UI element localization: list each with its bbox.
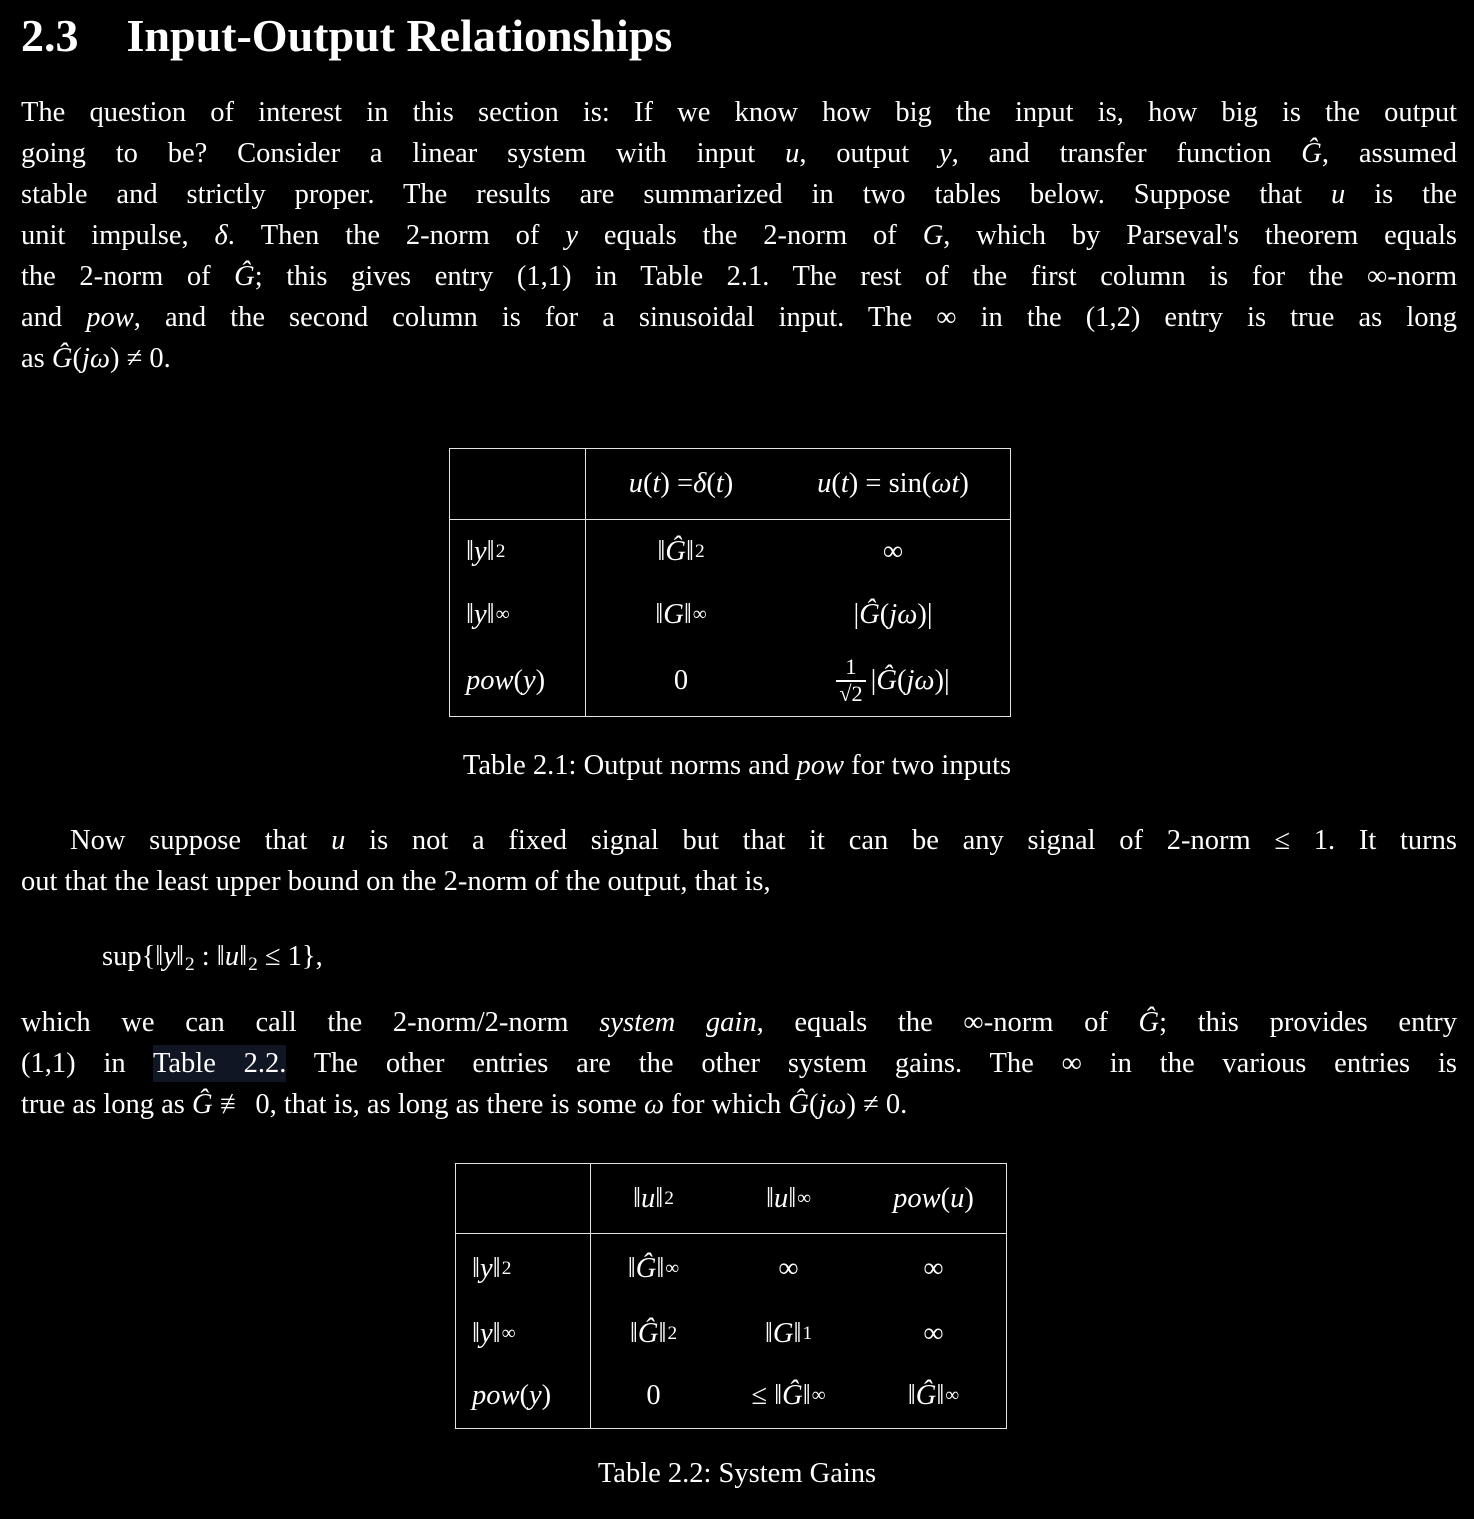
text-run: ∞ xyxy=(797,1187,812,1209)
text-run: ) xyxy=(535,665,546,696)
table-2-1-caption xyxy=(0,748,1474,784)
text-run: ‖ xyxy=(472,1253,481,1284)
text-run: ‖ xyxy=(239,941,248,972)
text-run: for which xyxy=(664,1089,789,1120)
text-run: ) = sin( xyxy=(848,468,932,499)
text-run: equals the 2-norm of xyxy=(577,220,923,251)
text-run: ∞ xyxy=(495,604,510,625)
text-run: ‖ xyxy=(486,536,495,567)
text-run: ω xyxy=(643,1089,665,1120)
text-run: 2 xyxy=(184,954,195,976)
table-cell xyxy=(586,646,776,716)
table-cell xyxy=(776,584,1010,646)
text-run: Ĝ xyxy=(1301,138,1322,169)
text-run: system gain xyxy=(599,1007,757,1038)
table-cell xyxy=(861,1304,1006,1364)
table-row-label xyxy=(456,1304,591,1364)
text-run: u xyxy=(950,1182,965,1214)
text-run: 2 xyxy=(694,541,705,562)
text-run: 2 xyxy=(501,1258,512,1279)
text-run: ‖ xyxy=(656,1253,665,1284)
text-run: ∞ xyxy=(692,604,707,625)
text-run: u xyxy=(785,138,800,169)
text-line xyxy=(21,256,1457,297)
text-run: ) ≠ 0. xyxy=(846,1089,908,1120)
text-run: ) = xyxy=(660,468,694,499)
text-run: stable and strictly proper. The results are summarized in two tables below. Suppose that xyxy=(21,179,1332,210)
text-run: ‖ xyxy=(633,1182,642,1214)
table-cell xyxy=(861,1364,1006,1428)
text-run: ‖ xyxy=(765,1182,774,1214)
text-run: pow xyxy=(796,750,845,781)
text-run: y xyxy=(938,138,952,169)
text-run: , and transfer function xyxy=(951,138,1302,169)
text-run: 0 xyxy=(646,1380,661,1411)
table-row-label xyxy=(450,646,586,716)
text-run: ‖ xyxy=(175,941,184,972)
text-run: . Then the 2-norm of xyxy=(227,220,566,251)
text-line xyxy=(21,1043,1457,1084)
text-run: ‖ xyxy=(793,1318,802,1349)
text-run: , which by Parseval's theorem equals xyxy=(943,220,1457,251)
text-run: : ‖ xyxy=(194,941,225,972)
text-run: ( xyxy=(72,343,82,374)
text-run: ‖ xyxy=(492,1253,501,1284)
text-run: ‖ xyxy=(466,536,475,567)
table-cell xyxy=(716,1304,861,1364)
text-run: ‖ xyxy=(655,1182,664,1214)
text-run: ( xyxy=(706,468,716,499)
text-run: Ĝ xyxy=(876,665,897,696)
text-run: t xyxy=(715,468,724,499)
text-run: ‖ xyxy=(492,1318,501,1349)
text-run: The other entries are the other system gains. The ∞ in the various entries is xyxy=(286,1048,1457,1079)
text-run: Ĝ xyxy=(665,536,686,567)
text-run: | xyxy=(870,665,877,696)
text-run: Ĝ xyxy=(234,261,255,292)
table-column-header xyxy=(716,1164,861,1234)
text-run: ‖ xyxy=(658,1318,667,1349)
text-run: ( xyxy=(831,468,841,499)
table-cell xyxy=(776,520,1010,584)
text-run: ( xyxy=(519,1380,530,1411)
text-run: out that the least upper bound on the 2-norm of the output, that is, xyxy=(21,866,771,897)
text-run: jω xyxy=(818,1089,847,1120)
text-line xyxy=(21,215,1457,256)
text-run: ) xyxy=(964,1182,974,1214)
table-cell xyxy=(716,1364,861,1428)
text-run: )| xyxy=(934,665,950,696)
paragraph-system-gain xyxy=(21,1002,1457,1125)
text-run: y xyxy=(480,1318,493,1349)
text-line xyxy=(21,174,1457,215)
table-column-header xyxy=(776,449,1010,520)
text-line xyxy=(21,92,1457,133)
table-cell xyxy=(591,1304,716,1364)
text-line xyxy=(21,820,1457,861)
text-run: (1,1) in xyxy=(21,1048,153,1079)
text-run: ωt xyxy=(931,468,960,499)
text-run: 2 xyxy=(495,541,506,562)
table-row-label xyxy=(456,1234,591,1304)
text-run: ‖ xyxy=(764,1318,773,1349)
text-run: Ĝ xyxy=(637,1318,659,1349)
text-run: u xyxy=(224,941,240,972)
table-cell xyxy=(861,1234,1006,1304)
text-run: going to be? Consider a linear system with input xyxy=(21,138,786,169)
text-run: ( xyxy=(896,665,907,696)
text-run: ) xyxy=(723,468,734,499)
sup-equation xyxy=(102,936,323,985)
paragraph-signal xyxy=(21,820,1457,902)
text-line xyxy=(21,297,1457,338)
text-run: ∞ xyxy=(923,1318,944,1349)
text-run: Ĝ xyxy=(1138,1007,1160,1038)
table-cell xyxy=(776,646,1010,716)
text-run: ‖ xyxy=(466,599,475,630)
text-line xyxy=(21,1084,1457,1125)
text-run: ) xyxy=(541,1380,552,1411)
table-cell xyxy=(591,1234,716,1304)
table-cell xyxy=(586,520,776,584)
section-number: 2.3 xyxy=(21,10,79,61)
text-run: ‖ xyxy=(657,536,666,567)
text-line xyxy=(21,1002,1457,1043)
text-run: ( xyxy=(808,1089,819,1120)
table-corner-cell xyxy=(450,449,586,520)
text-run: Ĝ xyxy=(915,1380,937,1411)
text-run: jω xyxy=(906,665,935,696)
table-cell xyxy=(591,1364,716,1428)
text-run: δ xyxy=(693,468,707,499)
table-row-label xyxy=(450,584,586,646)
text-run: jω xyxy=(81,343,111,374)
text-run: u xyxy=(641,1182,656,1214)
text-run: pow xyxy=(466,665,514,696)
text-run: ‖ xyxy=(655,599,664,630)
text-run: ( xyxy=(879,599,890,630)
fraction-denominator: √2 xyxy=(836,680,865,707)
table-cell xyxy=(716,1234,861,1304)
text-run: , and the second column is for a sinusoidal input. The ∞ in the (1,2) entry is true as long xyxy=(133,302,1457,333)
text-run: ‖ xyxy=(683,599,692,630)
text-run: Table 2.2: System Gains xyxy=(597,1458,877,1489)
text-run: u xyxy=(773,1182,789,1214)
text-run: The question of interest in this section is: If we know how big the input is, how big is the output xyxy=(21,97,1457,128)
text-run: ≤ 1}, xyxy=(257,941,323,972)
text-run: as xyxy=(21,343,52,374)
text-run: ∞ xyxy=(501,1323,516,1344)
text-run: Ĝ xyxy=(788,1089,809,1120)
text-run: )| xyxy=(917,599,933,630)
paragraph-intro xyxy=(21,92,1457,379)
text-run: y xyxy=(474,536,487,567)
text-run: Ĝ xyxy=(51,343,73,374)
text-run: ∞ xyxy=(923,1253,944,1284)
text-line xyxy=(21,338,1457,379)
table-column-header xyxy=(586,449,776,520)
section-title: Input-Output Relationships xyxy=(126,10,673,61)
text-run: , equals the ∞-norm of xyxy=(756,1007,1139,1038)
text-run: unit impulse, xyxy=(21,220,215,251)
text-run: G xyxy=(663,599,684,630)
text-run: ) xyxy=(959,468,969,499)
table-corner-cell xyxy=(456,1164,591,1234)
text-run: 2 xyxy=(667,1323,678,1344)
text-run: ‖ xyxy=(936,1380,945,1411)
text-run: u xyxy=(628,468,643,499)
text-run: y xyxy=(474,599,487,630)
table-2-2-caption xyxy=(0,1456,1474,1492)
text-run: jω xyxy=(889,599,918,630)
text-run: ‖ xyxy=(685,536,694,567)
text-run: ( xyxy=(940,1182,951,1214)
text-run: 2 xyxy=(248,954,258,976)
text-run: true as long as xyxy=(21,1089,192,1120)
text-run: y xyxy=(529,1380,542,1411)
text-run: Table 2.1: Output norms and xyxy=(462,750,797,781)
text-run: which we can call the 2-norm/2-norm xyxy=(21,1007,600,1038)
text-run: for two inputs xyxy=(844,750,1012,781)
text-run: Ĝ xyxy=(635,1253,657,1284)
table-column-header xyxy=(861,1164,1006,1234)
text-run: ‖ xyxy=(627,1253,636,1284)
text-run: 1 xyxy=(802,1323,813,1344)
text-run: pow xyxy=(472,1380,520,1411)
text-run: , output xyxy=(799,138,939,169)
text-run: ; this gives entry (1,1) in Table 2.1. The rest of the first column is for the ∞-norm xyxy=(254,261,1457,292)
text-run: ‖ xyxy=(629,1318,638,1349)
text-run: y xyxy=(565,220,578,251)
text-run: u xyxy=(817,468,832,499)
section-heading xyxy=(21,6,672,66)
text-run: y xyxy=(163,941,176,972)
text-run: t xyxy=(652,468,661,499)
text-run: ; this provides entry xyxy=(1159,1007,1457,1038)
text-run: and xyxy=(21,302,87,333)
text-run: ‖ xyxy=(472,1318,481,1349)
text-run: Ĝ xyxy=(191,1089,213,1120)
table-row-label xyxy=(450,520,586,584)
text-run: 0 xyxy=(673,665,689,696)
text-run: ≢ 0, that is, as long as there is some xyxy=(212,1089,644,1120)
text-run: ) ≠ 0. xyxy=(110,343,171,374)
text-run: , assumed xyxy=(1321,138,1457,169)
text-run: ‖ xyxy=(907,1380,916,1411)
text-run: y xyxy=(523,665,536,696)
text-run: ( xyxy=(642,468,653,499)
table-2-2-reference[interactable]: Table 2.2. xyxy=(152,1048,287,1079)
table-2-2 xyxy=(455,1163,1007,1429)
text-line xyxy=(21,133,1457,174)
text-run: t xyxy=(840,468,849,499)
text-run: ‖ xyxy=(802,1380,811,1411)
text-run: ∞ xyxy=(665,1258,680,1279)
text-run: sup{‖ xyxy=(102,941,164,972)
text-run: Ĝ xyxy=(782,1380,803,1411)
text-run: pow xyxy=(893,1182,941,1214)
text-run: ∞ xyxy=(882,536,904,567)
table-column-header xyxy=(591,1164,716,1234)
text-run: is not a fixed signal but that it can be any signal of 2-norm ≤ 1. It turns xyxy=(345,825,1457,856)
text-run: ≤ ‖ xyxy=(751,1380,783,1411)
text-run: ∞ xyxy=(778,1253,799,1284)
text-run: is the xyxy=(1345,179,1458,210)
text-run: Ĝ xyxy=(859,599,880,630)
text-run: ‖ xyxy=(788,1182,797,1214)
text-run: G xyxy=(772,1318,794,1349)
text-run: Now suppose that xyxy=(70,825,332,856)
table-cell xyxy=(586,584,776,646)
text-run: ‖ xyxy=(486,599,495,630)
text-run: G xyxy=(922,220,944,251)
text-run: 2 xyxy=(664,1187,674,1209)
text-run: δ xyxy=(214,220,228,251)
text-run: y xyxy=(480,1253,493,1284)
text-run: ∞ xyxy=(811,1385,826,1406)
table-row-label xyxy=(456,1364,591,1428)
text-run: ( xyxy=(513,665,524,696)
table-2-1 xyxy=(449,448,1011,717)
text-run: ∞ xyxy=(945,1385,960,1406)
text-run: pow xyxy=(86,302,134,333)
fraction-numerator: 1 xyxy=(845,654,857,680)
text-run: the 2-norm of xyxy=(21,261,235,292)
text-line xyxy=(21,861,1457,902)
text-run: u xyxy=(331,825,346,856)
text-run: | xyxy=(853,599,860,630)
text-run: u xyxy=(1331,179,1346,210)
fraction xyxy=(836,655,865,707)
